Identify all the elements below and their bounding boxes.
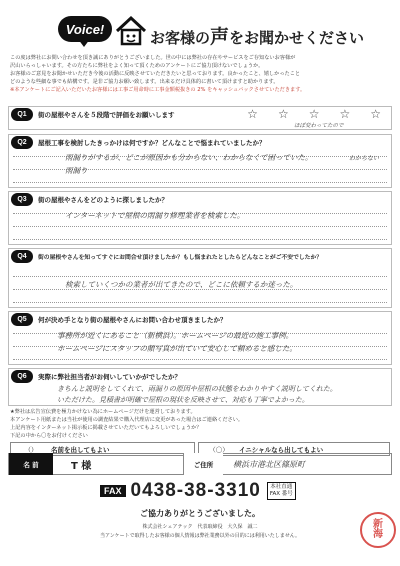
question-text: 街の屋根やさんをどのように探しましたか？ [38,195,168,204]
question-text: 屋根工事を検討したきっかけは何ですか？どんなことで悩まれていましたか？ [38,138,266,147]
question-text: 実際に弊社担当者がお伺いしていかがでしたか？ [38,372,181,381]
handwritten-answer: インターネットで屋根の雨漏り修理業者を検索した。 [65,211,245,220]
fax-tag-line: 本社直通 [270,484,293,490]
company-line: 株式会社シェアテック 代表取締役 大久保 誠二 [142,524,258,530]
handwritten-answer: ホームページにスタッフの顔写真が出ていて安心して頼めると感じた。 [57,344,297,353]
question-6 [8,368,392,406]
note-line: 本アンケート用紙または当社が使用の調査結果で購入代理店に変更があった場合はご連絡ください。 [10,417,244,423]
question-number: Q4 [11,250,33,263]
intro-line: この度は弊社にお問い合わせを頂き誠にありがとうございました。世の中には弊社の存在やサービスをご存知ないお客様が [10,55,296,61]
name-value[interactable]: T 様 [71,460,92,472]
note-line: 上記内容をインターネット掲示板に掲載させていただいてもよろしいでしょうか？ [10,425,202,431]
voice-badge: Voice! [58,16,112,42]
fax-block [100,480,296,502]
hanko-stamp: 新 海 [360,512,396,548]
fax-label: FAX [100,485,126,497]
title-pre: お客様の [150,29,211,47]
cashback-notice: ※本アンケートにご記入いただいたお客様には工事ご用命時に工事金額税抜きの 2% をキャッシュバックさせていただきます。 [10,87,306,93]
intro-line: お客様のご意見をお聞かせいただき今後の活動に反映させていただきたいと思っております。良かったこと、嬉しかったこと [10,71,301,77]
handwritten-aside: わからない [349,155,380,162]
question-number: Q6 [11,370,33,383]
question-number: Q5 [11,313,33,326]
note-line: ★弊社は広告宣伝費を極力かけない為にホームページだけを運営しております。 [10,409,196,415]
intro-line: どのような些細な事でも結構です。是非ご協力お願い致します。出来るだけ具体的に書いて頂けますと助かります。 [10,79,279,85]
title-big: 声 [210,26,230,48]
title-post: をお聞かせください [229,29,365,47]
privacy-line: 当アンケートで取得したお客様の個人情報は弊社業務以外の目的には利用いたしません。 [99,533,300,539]
address-label: ご住所 [183,453,223,475]
thanks-message: ご協力ありがとうございました。 [140,509,260,518]
name-label: 名 前 [9,453,53,475]
address-value[interactable]: 横浜市港北区篠原町 [233,459,305,469]
question-text: 街の屋根やさんを知ってすぐにお問合せ頂けましたか？もし悩まれたとしたらどんなことがご不安でしたか？ [38,254,323,261]
voice-bubble-tail [78,39,90,47]
question-3 [8,191,392,245]
header [58,12,365,52]
question-text: 街の屋根やさんを５段階で評価をお願いします [38,110,175,119]
option-label: 名前を出してもよい [51,445,110,454]
question-number: Q3 [11,193,33,206]
question-number: Q2 [11,136,33,149]
customer-info-row [8,453,392,475]
option-mark: （〇） [209,445,229,454]
handwritten-answer: 事務所が近くにあること（新横浜）。ホームページの最近の施工事例。 [57,331,294,340]
question-4 [8,248,392,308]
page-title [150,22,364,49]
star-icon: ☆ [370,107,381,121]
question-5 [8,311,392,365]
star-icon: ☆ [247,107,258,121]
fax-number: 0438-38-3310 [130,480,261,501]
option-label: イニシャルなら出してもよい [239,445,324,454]
handwritten-answer: きちんと説明をしてくれて、雨漏りの原因や屋根の状態をわかりやすく説明してくれた。 [57,385,337,393]
question-number: Q1 [11,108,33,121]
star-icon: ☆ [277,107,289,121]
fax-tag [267,482,296,500]
star-icon: ☆ [339,107,351,121]
house-icon [114,14,148,48]
rating-note: ほぼ変わってたので [294,123,344,129]
notes [10,408,390,440]
question-text: 何が決め手となり街の屋根やさんにお問い合わせ頂きましたか？ [38,315,227,324]
handwritten-answer: 雨漏りがするが、どこが原因かも分からない、わからなくて困っていた。 [65,153,313,162]
option-mark: （） [24,445,38,454]
note-line: 下記の中から〇をお付けください [10,433,88,439]
handwritten-answer: 雨漏り [65,166,88,175]
rating-stars [247,107,381,121]
star-icon: ☆ [308,107,320,121]
handwritten-answer: いただけた。見積書が明確で屋根の現状を反映させて、対応も丁寧でよかった。 [57,396,309,404]
intro-text [10,54,390,94]
intro-line: 沢山いらっしゃいます。その方たちに弊社をよく知って頂くためのアンケートにご協力頂けないでしょうか。 [10,63,264,69]
question-2 [8,134,392,188]
question-1 [8,106,392,130]
handwritten-answer: 検索していくつかの業者が出てきたので、どこに依頼するか迷った。 [65,280,298,289]
fax-tag-line: FAX 番号 [269,491,293,497]
